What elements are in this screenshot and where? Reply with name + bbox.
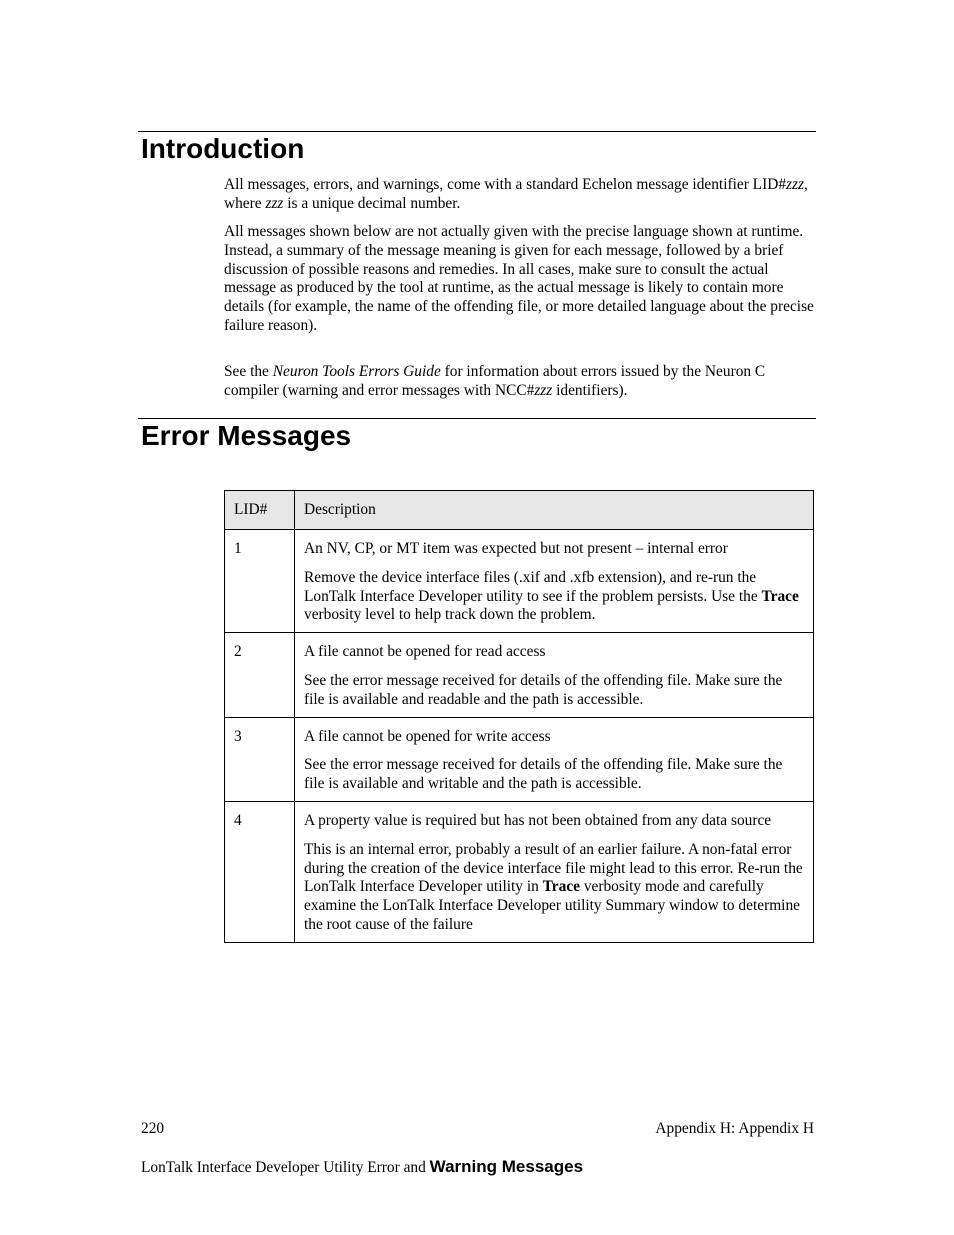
description-cell <box>295 633 814 717</box>
lid-cell: 2 <box>225 633 295 717</box>
error-summary: A file cannot be opened for write access <box>304 727 551 745</box>
table-row <box>225 633 814 717</box>
lid-cell: 3 <box>225 717 295 801</box>
error-summary: An NV, CP, or MT item was expected but not present – internal error <box>304 540 728 557</box>
error-detail: See the error message received for details of the offending file. Make sure the file is available and writable and the path is accessible. <box>304 756 783 793</box>
error-messages-table <box>224 490 814 943</box>
lid-cell: 4 <box>225 801 295 942</box>
description-cell <box>295 717 814 801</box>
column-header-description: Description <box>295 491 814 530</box>
intro-paragraph-2: All messages shown below are not actually given with the precise language shown at runtime. Instead, a summary of the message meaning is given for each message, followed by a brief discussion of possible reasons and remedies. In all cases, make sure to consult the actual message as produced by the tool at runtime, as the actual message is likely to contain more details (for example, the name of the offending file, or more detailed language about the precise failure reason). <box>224 223 814 334</box>
intro-paragraph-3: See the Neuron Tools Errors Guide for information about errors issued by the Neuron C compiler (warning and error messages with NCC#zzz identifiers). <box>224 363 766 399</box>
error-summary: A file cannot be opened for read access <box>304 643 546 661</box>
table-row <box>225 530 814 633</box>
error-detail: See the error message received for details of the offending file. Make sure the file is available and readable and the path is accessible. <box>304 671 783 708</box>
column-header-lid: LID# <box>225 491 295 530</box>
footer-title: LonTalk Interface Developer Utility Error and Warning Messages <box>141 1157 584 1176</box>
table-header-row <box>225 491 814 530</box>
intro-paragraph-1: All messages, errors, and warnings, come with a standard Echelon message identifier LID#zzz, where zzz is a unique decimal number. <box>224 176 808 212</box>
error-summary: A property value is required but has not been obtained from any data source <box>304 811 772 829</box>
footer-chapter: Appendix H: Appendix H <box>655 1120 814 1137</box>
heading-introduction: Introduction <box>141 133 305 164</box>
lid-cell: 1 <box>225 530 295 633</box>
page-number: 220 <box>141 1120 165 1137</box>
table-row <box>225 801 814 942</box>
description-cell <box>295 801 814 942</box>
error-detail: Remove the device interface files (.xif and .xfb extension), and re-run the LonTalk Interface Developer utility to see if the problem persists. Use the Trace verbosity level to help track down the problem. <box>304 568 799 624</box>
table-row <box>225 717 814 801</box>
error-detail: This is an internal error, probably a result of an earlier failure. A non-fatal error during the creation of the device interface file might lead to this error. Re-run the LonTalk Interface Developer utility in Trace verbosity mode and carefully examine the LonTalk Interface Developer utility Summary window to determine the root cause of the failure <box>304 840 803 933</box>
heading-error-messages: Error Messages <box>141 420 352 451</box>
description-cell <box>295 530 814 633</box>
